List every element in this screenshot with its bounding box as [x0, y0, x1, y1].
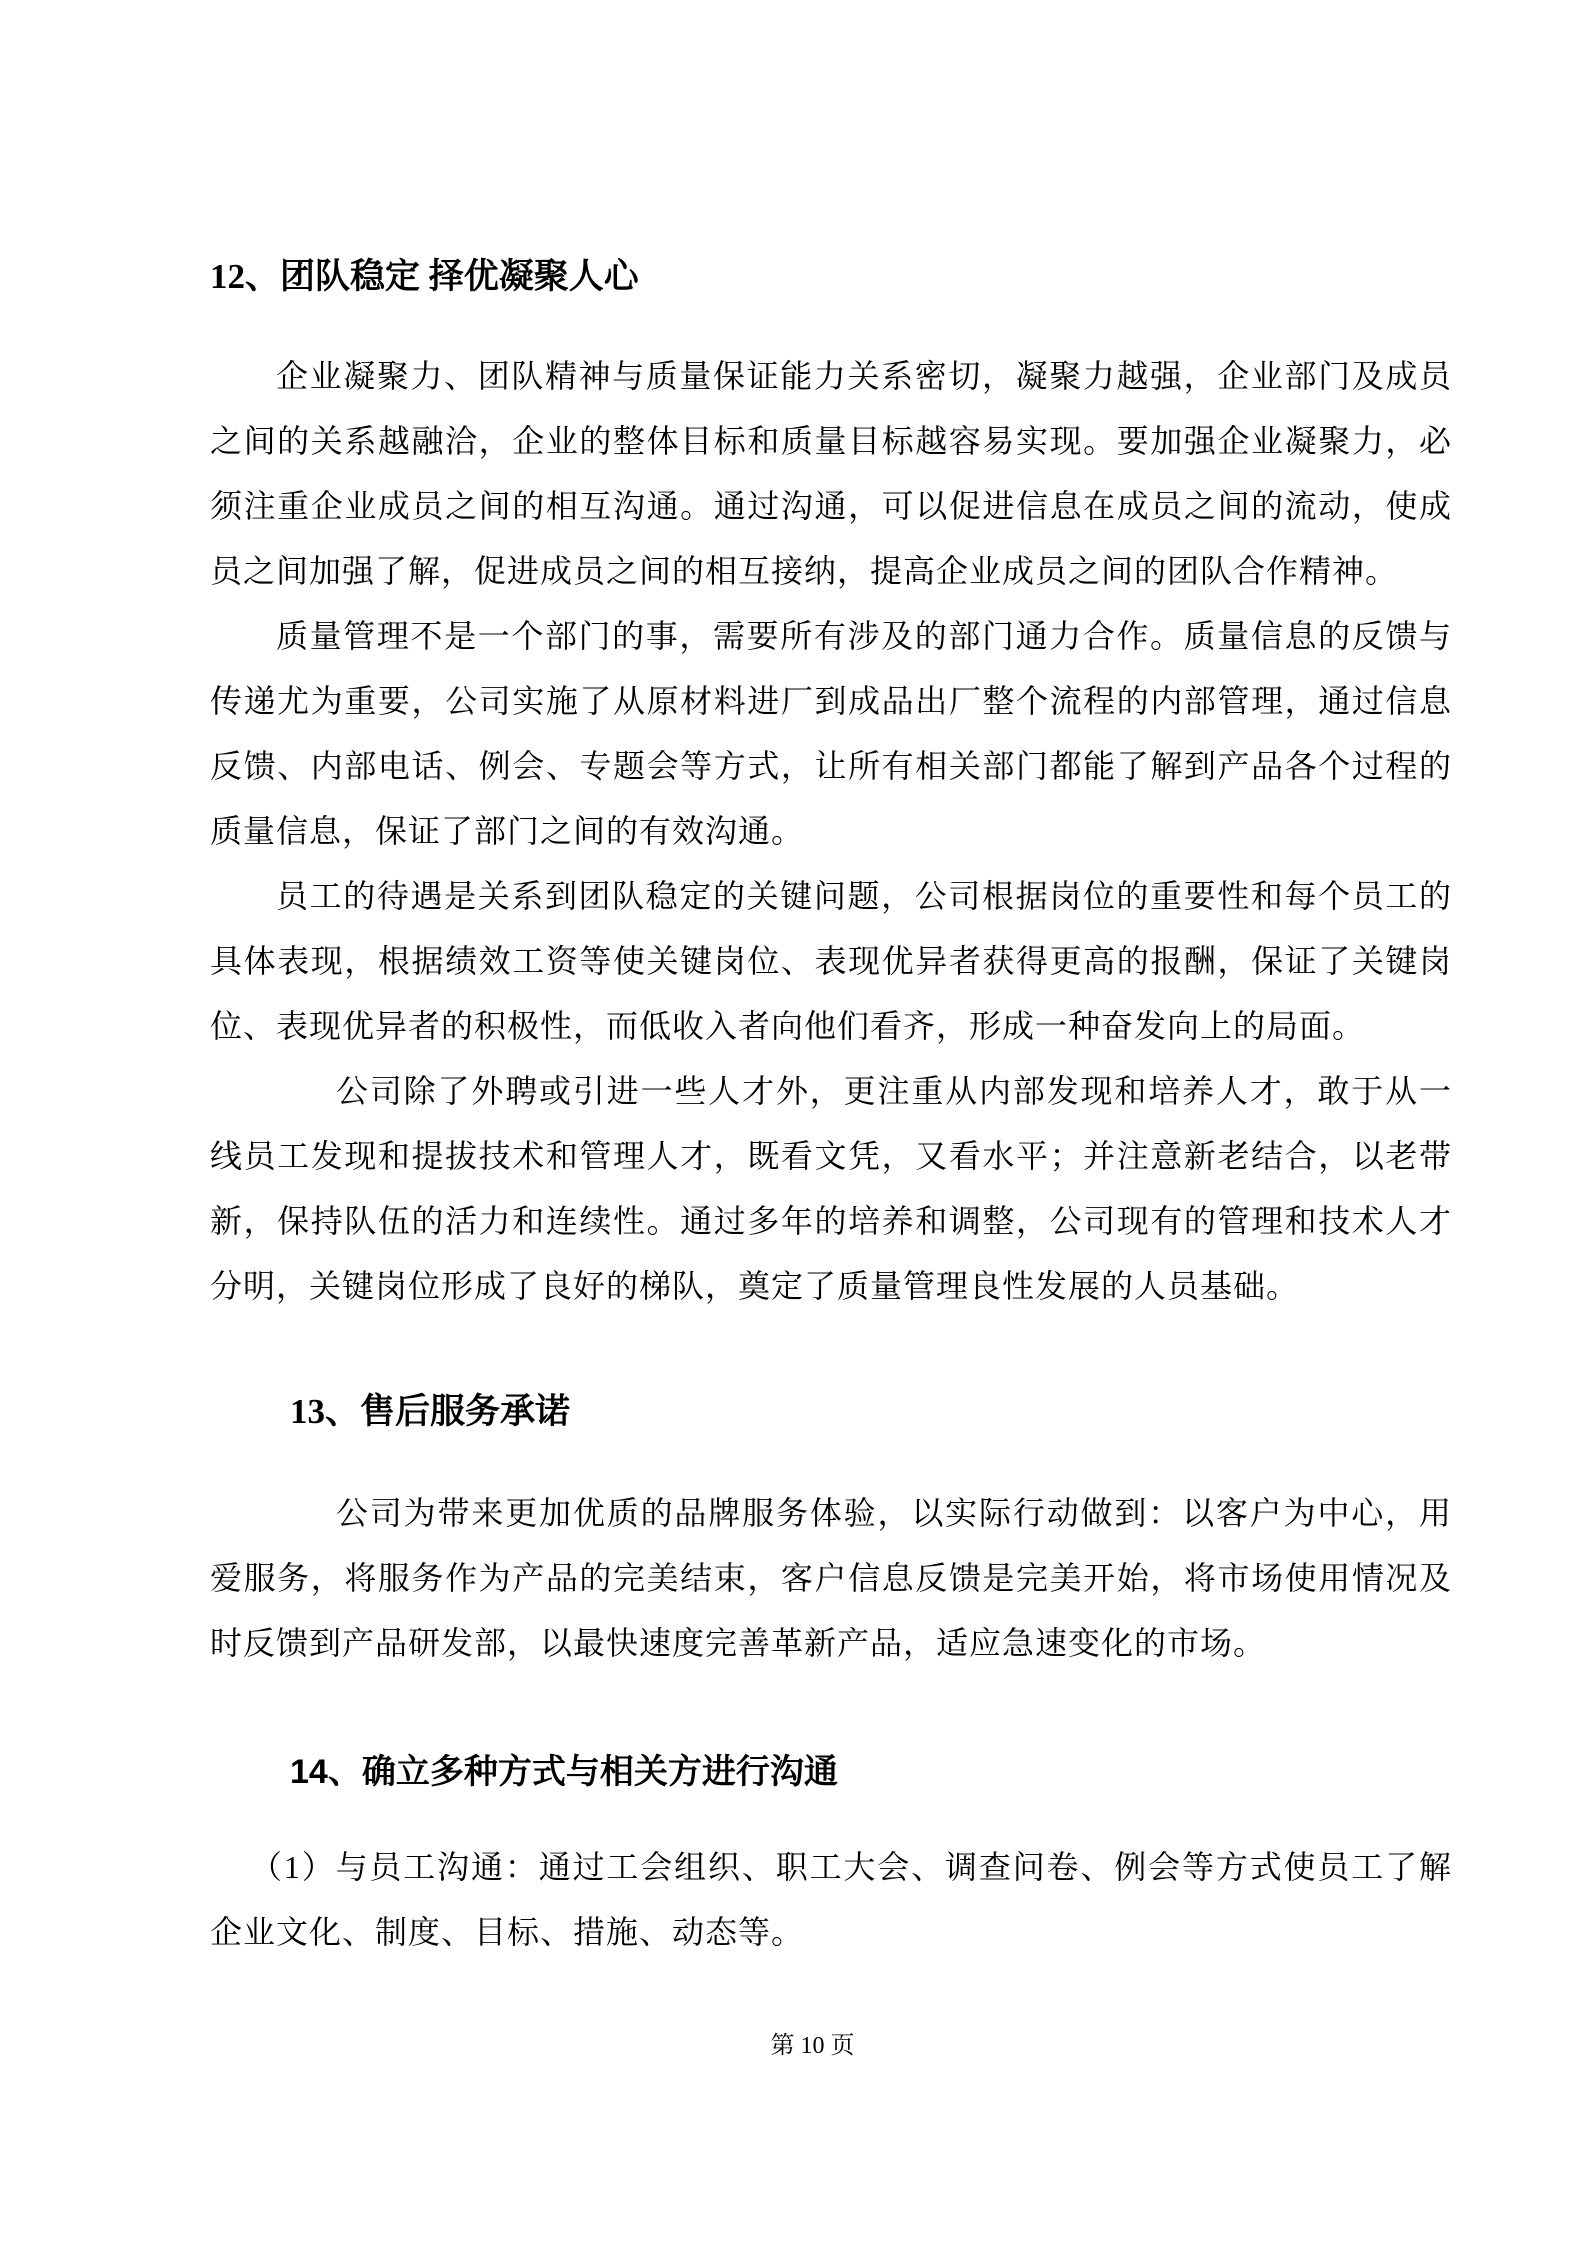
- page-number: 第 10 页: [770, 2033, 855, 2059]
- section-13-paragraph-1: 公司为带来更加优质的品牌服务体验，以实际行动做到：以客户为中心，用爱服务，将服务作为产品的完美结束，客户信息反馈是完美开始，将市场使用情况及时反馈到产品研发部，以最快速度完善革新产品，适应急速变化的市场。: [210, 1495, 1452, 1661]
- section-14-paragraph-1: （1）与员工沟通：通过工会组织、职工大会、调查问卷、例会等方式使员工了解企业文化、制度、目标、措施、动态等。: [210, 1849, 1452, 1950]
- section-14-heading: 14、确立多种方式与相关方进行沟通: [290, 1753, 838, 1791]
- section-12-heading: 12、团队稳定 择优凝聚人心: [210, 257, 639, 296]
- section-12-paragraph-1: 企业凝聚力、团队精神与质量保证能力关系密切，凝聚力越强，企业部门及成员之间的关系越融洽，企业的整体目标和质量目标越容易实现。要加强企业凝聚力，必须注重企业成员之间的相互沟通。通过沟通，可以促进信息在成员之间的流动，使成员之间加强了解，促进成员之间的相互接纳，提高企业成员之间的团队合作精神。: [210, 358, 1452, 589]
- section-12-paragraph-4: 公司除了外聘或引进一些人才外，更注重从内部发现和培养人才，敢于从一线员工发现和提拔技术和管理人才，既看文凭，又看水平；并注意新老结合，以老带新，保持队伍的活力和连续性。通过多年的培养和调整，公司现有的管理和技术人才分明，关键岗位形成了良好的梯队，奠定了质量管理良性发展的人员基础。: [210, 1073, 1452, 1304]
- section-13-heading: 13、售后服务承诺: [290, 1392, 571, 1431]
- section-12-paragraph-2: 质量管理不是一个部门的事，需要所有涉及的部门通力合作。质量信息的反馈与传递尤为重要，公司实施了从原材料进厂到成品出厂整个流程的内部管理，通过信息反馈、内部电话、例会、专题会等方式，让所有相关部门都能了解到产品各个过程的质量信息，保证了部门之间的有效沟通。: [210, 618, 1452, 849]
- section-12-paragraph-3: 员工的待遇是关系到团队稳定的关键问题，公司根据岗位的重要性和每个员工的具体表现，根据绩效工资等使关键岗位、表现优异者获得更高的报酬，保证了关键岗位、表现优异者的积极性，而低收入者向他们看齐，形成一种奋发向上的局面。: [210, 878, 1452, 1044]
